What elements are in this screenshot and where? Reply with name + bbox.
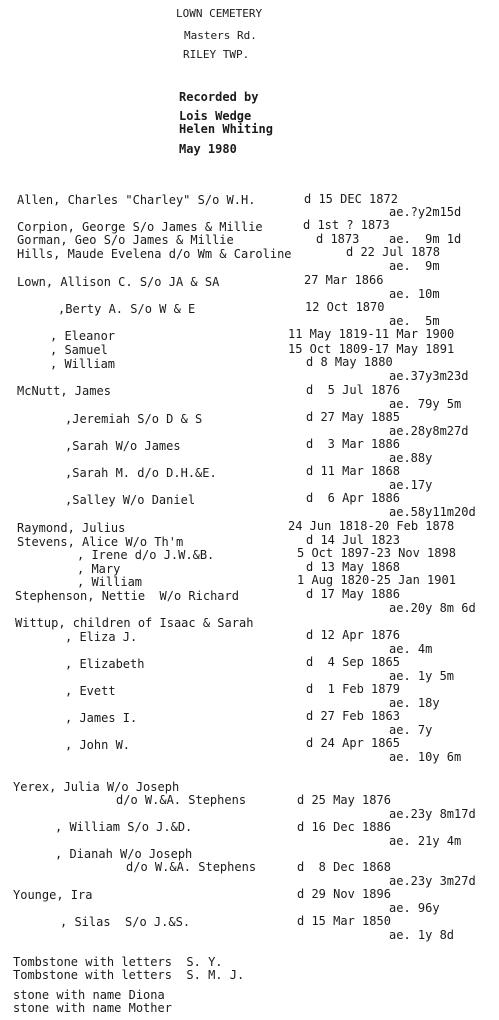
entry-age: ae. 10m bbox=[389, 287, 440, 301]
entry-dates: d 11 Mar 1868 bbox=[306, 464, 400, 478]
entry-name: Yerex, Julia W/o Joseph bbox=[13, 780, 180, 794]
entry-name: ,Berty A. S/o W & E bbox=[58, 302, 196, 316]
entry-name: Corpion, George S/o James & Millie bbox=[17, 220, 263, 234]
entry-dates: d 1 Feb 1879 bbox=[306, 682, 400, 696]
entry-name: Stephenson, Nettie W/o Richard bbox=[15, 589, 239, 603]
entry-age: ae. 79y 5m bbox=[389, 397, 462, 411]
entry-name: Lown, Allison C. S/o JA & SA bbox=[17, 275, 220, 289]
entry-dates: d 15 DEC 1872 bbox=[304, 192, 398, 206]
entry-dates: 1 Aug 1820-25 Jan 1901 bbox=[297, 573, 456, 587]
entry-dates: d 8 May 1880 bbox=[306, 355, 393, 369]
entry-age: ae.17y bbox=[389, 478, 433, 492]
recorded-date: May 1980 bbox=[179, 142, 237, 156]
recorder-name: Lois Wedge bbox=[179, 109, 252, 123]
entry-name: , Eliza J. bbox=[65, 630, 138, 644]
entry-name: , Samuel bbox=[50, 343, 108, 357]
entry-age: ae. 5m bbox=[389, 314, 440, 328]
entry-age: ae. 21y 4m bbox=[389, 834, 462, 848]
recorder-name: Helen Whiting bbox=[179, 122, 273, 136]
entry-dates: d 14 Jul 1823 bbox=[306, 533, 400, 547]
entry-name: , Elizabeth bbox=[65, 657, 145, 671]
entry-name: , John W. bbox=[65, 738, 131, 752]
entry-age: ae. 4m bbox=[389, 642, 433, 656]
entry-name: , Evett bbox=[65, 684, 116, 698]
entry-name: ,Salley W/o Daniel bbox=[65, 493, 196, 507]
entry-name: , Mary bbox=[77, 562, 121, 576]
entry-name: , Silas S/o J.&S. bbox=[60, 915, 191, 929]
entry-dates: d 15 Mar 1850 bbox=[297, 914, 391, 928]
entry-dates: d 27 May 1885 bbox=[306, 410, 400, 424]
entry-dates: d 5 Jul 1876 bbox=[306, 383, 400, 397]
entry-age: ae. 10y 6m bbox=[389, 750, 462, 764]
entry-name: , William bbox=[77, 575, 143, 589]
entry-age: ae. 7y bbox=[389, 723, 433, 737]
entry-name: Younge, Ira bbox=[13, 888, 93, 902]
entry-name: McNutt, James bbox=[17, 384, 111, 398]
entry-dates: d 4 Sep 1865 bbox=[306, 655, 400, 669]
entry-age: ae.?y2m15d bbox=[389, 205, 462, 219]
note-line: Tombstone with letters S. M. J. bbox=[13, 968, 245, 982]
entry-name: Hills, Maude Evelena d/o Wm & Caroline bbox=[17, 247, 292, 261]
entry-dates: d 29 Nov 1896 bbox=[297, 887, 391, 901]
entry-name: ,Sarah W/o James bbox=[65, 439, 181, 453]
entry-age: ae.37y3m23d bbox=[389, 369, 469, 383]
entry-age: ae. 9m bbox=[389, 259, 440, 273]
note-line: Tombstone with letters S. Y. bbox=[13, 955, 223, 969]
entry-age: ae. 9m 1d bbox=[389, 232, 462, 246]
entry-dates: d 27 Feb 1863 bbox=[306, 709, 400, 723]
entry-dates: d 3 Mar 1886 bbox=[306, 437, 400, 451]
entry-name: , Irene d/o J.W.&B. bbox=[77, 548, 215, 562]
entry-dates: d 8 Dec 1868 bbox=[297, 860, 391, 874]
entry-name: , Eleanor bbox=[50, 329, 116, 343]
entry-age: ae.20y 8m 6d bbox=[389, 601, 476, 615]
entry-name: , Dianah W/o Joseph bbox=[55, 847, 193, 861]
entry-name: Gorman, Geo S/o James & Millie bbox=[17, 233, 234, 247]
note-line: stone with name Diona bbox=[13, 988, 165, 1002]
entry-name: Stevens, Alice W/o Th'm bbox=[17, 535, 184, 549]
entry-age: ae. 1y 5m bbox=[389, 669, 455, 683]
cemetery-title: LOWN CEMETERY bbox=[176, 7, 263, 20]
recorded-by-label: Recorded by bbox=[179, 90, 259, 104]
entry-dates: 5 Oct 1897-23 Nov 1898 bbox=[297, 546, 456, 560]
entry-dates: d 25 May 1876 bbox=[297, 793, 391, 807]
entry-name: Wittup, children of Isaac & Sarah bbox=[15, 616, 254, 630]
entry-age: ae. 96y bbox=[389, 901, 440, 915]
entry-dates: d 1st ? 1873 bbox=[303, 218, 390, 232]
entry-age: ae.28y8m27d bbox=[389, 424, 469, 438]
entry-parents: d/o W.&A. Stephens bbox=[126, 860, 257, 874]
road-name: Masters Rd. bbox=[184, 29, 257, 42]
entry-name: , William bbox=[50, 357, 116, 371]
entry-dates: d 17 May 1886 bbox=[306, 587, 400, 601]
entry-dates: d 24 Apr 1865 bbox=[306, 736, 400, 750]
entry-name: Raymond, Julius bbox=[17, 521, 126, 535]
entry-name: ,Sarah M. d/o D.H.&E. bbox=[65, 466, 217, 480]
entry-dates: d 16 Dec 1886 bbox=[297, 820, 391, 834]
entry-dates: 27 Mar 1866 bbox=[304, 273, 384, 287]
entry-age: ae.23y 3m27d bbox=[389, 874, 476, 888]
entry-dates: d 1873 bbox=[316, 232, 360, 246]
entry-dates: 15 Oct 1809-17 May 1891 bbox=[288, 342, 455, 356]
entry-dates: 12 Oct 1870 bbox=[305, 300, 385, 314]
entry-age: ae.88y bbox=[389, 451, 433, 465]
entry-name: , William S/o J.&D. bbox=[55, 820, 193, 834]
entry-dates: d 13 May 1868 bbox=[306, 560, 400, 574]
entry-name: ,Jeremiah S/o D & S bbox=[65, 412, 203, 426]
entry-name: Allen, Charles "Charley" S/o W.H. bbox=[17, 193, 256, 207]
entry-dates: 11 May 1819-11 Mar 1900 bbox=[288, 327, 455, 341]
township-name: RILEY TWP. bbox=[183, 48, 250, 61]
note-line: stone with name Mother bbox=[13, 1001, 172, 1015]
entry-age: ae. 1y 8d bbox=[389, 928, 455, 942]
entry-dates: 24 Jun 1818-20 Feb 1878 bbox=[288, 519, 455, 533]
entry-dates: d 22 Jul 1878 bbox=[346, 245, 440, 259]
entry-dates: d 6 Apr 1886 bbox=[306, 491, 400, 505]
entry-parents: d/o W.&A. Stephens bbox=[116, 793, 247, 807]
entry-name: , James I. bbox=[65, 711, 138, 725]
entry-age: ae. 18y bbox=[389, 696, 440, 710]
entry-age: ae.23y 8m17d bbox=[389, 807, 476, 821]
entry-age: ae.58y11m20d bbox=[389, 505, 476, 519]
entry-dates: d 12 Apr 1876 bbox=[306, 628, 400, 642]
